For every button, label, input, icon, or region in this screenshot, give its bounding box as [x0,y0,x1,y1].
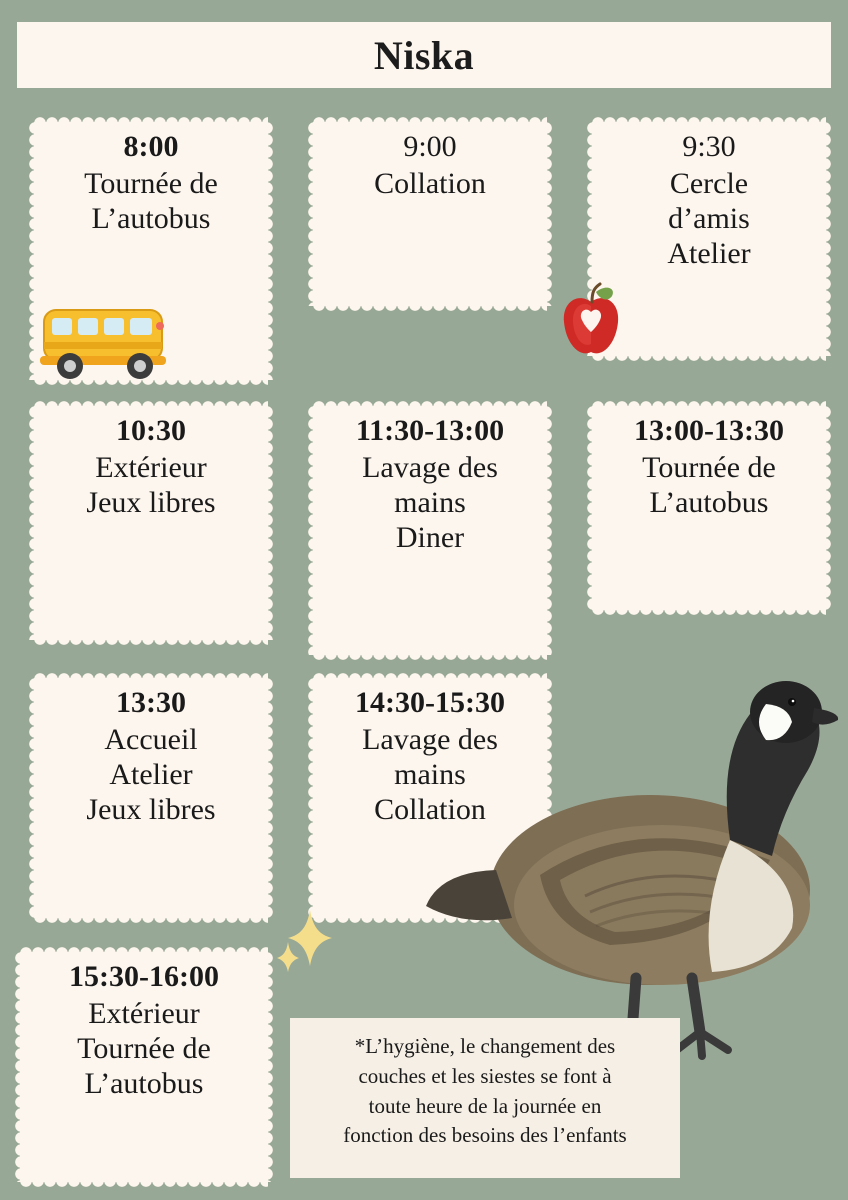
schedule-activity [667,166,750,272]
schedule-time: 11:30-13:00 [355,414,505,447]
schedule-card [313,122,547,306]
scallop-edge-right [546,122,555,306]
schedule-time: 10:30 [116,414,186,447]
schedule-activity [86,450,215,521]
page-title: Niska [373,32,475,78]
scallop-edge-left [12,952,21,1182]
scallop-edge-right [267,406,276,640]
schedule-activity-line: mains [394,485,466,519]
schedule-activity [362,450,498,556]
note-line: *L’hygiène, le changement des [354,1034,616,1058]
schedule-activity [642,450,776,521]
note-line: fonction des besoins des l’enfants [343,1123,627,1148]
schedule-card [592,122,826,356]
schedule-activity [84,166,218,237]
schedule-activity-line: Accueil [104,722,198,756]
scallop-edge-right [825,406,834,610]
schedule-time: 15:30-16:00 [69,960,219,993]
schedule-activity [86,722,215,828]
schedule-time: 13:00-13:30 [634,414,784,447]
scallop-edge-left [305,678,314,918]
schedule-activity-line: Collation [374,793,486,827]
schedule-activity-line: Extérieur [88,996,200,1030]
schedule-activity-line: Extérieur [95,450,207,484]
scallop-edge-right [825,122,834,356]
schedule-activity-line: Lavage des [362,722,498,756]
scallop-edge-right [267,122,276,380]
note-line: toute heure de la journée en [368,1093,602,1118]
schedule-activity-line: Diner [395,521,465,555]
schedule-time: 13:30 [116,686,186,719]
canada-goose-icon [400,660,840,1080]
note-line: couches et les siestes se font à [358,1063,612,1088]
schedule-activity-line: L’autobus [91,201,211,235]
apple-icon [556,282,626,362]
title-banner [17,22,831,88]
schedule-activity-line: mains [394,757,466,791]
scallop-edge-left [26,122,35,380]
schedule-activity [77,996,211,1102]
schedule-card [34,678,268,918]
schedule-activity [374,166,486,201]
schedule-activity-line: Tournée de [642,450,776,484]
schedule-activity-line: Lavage des [362,450,498,484]
schedule-time: 9:00 [403,130,457,163]
schedule-activity-line: Tournée de [77,1031,211,1065]
schedule-activity-line: Atelier [109,757,193,791]
schedule-activity-line: L’autobus [84,1067,204,1101]
schedule-activity-line: d’amis [668,201,750,235]
schedule-activity-line: L’autobus [649,485,769,519]
school-bus-icon [36,296,176,386]
schedule-card [20,952,268,1182]
schedule-activity-line: Atelier [667,237,751,271]
scallop-edge-left [26,678,35,918]
scallop-edge-left [305,122,314,306]
scallop-edge-right [546,406,555,655]
scallop-edge-right [267,952,276,1182]
scallop-edge-right [267,678,276,918]
schedule-activity-line: Cercle [669,166,749,200]
scallop-edge-left [305,406,314,655]
note-card [290,1018,680,1178]
schedule-time: 9:30 [682,130,736,163]
sparkle-icon [276,908,334,972]
schedule-activity-line: Tournée de [84,166,218,200]
schedule-time: 8:00 [123,130,179,163]
scallop-edge-left [584,406,593,610]
schedule-activity-line: Collation [374,166,486,200]
schedule-card [34,406,268,640]
schedule-activity-line: Jeux libres [86,485,216,519]
scallop-edge-left [26,406,35,640]
schedule-activity-line: Jeux libres [86,793,216,827]
schedule-time: 14:30-15:30 [355,686,505,719]
schedule-card [592,406,826,610]
schedule-card [313,406,547,655]
